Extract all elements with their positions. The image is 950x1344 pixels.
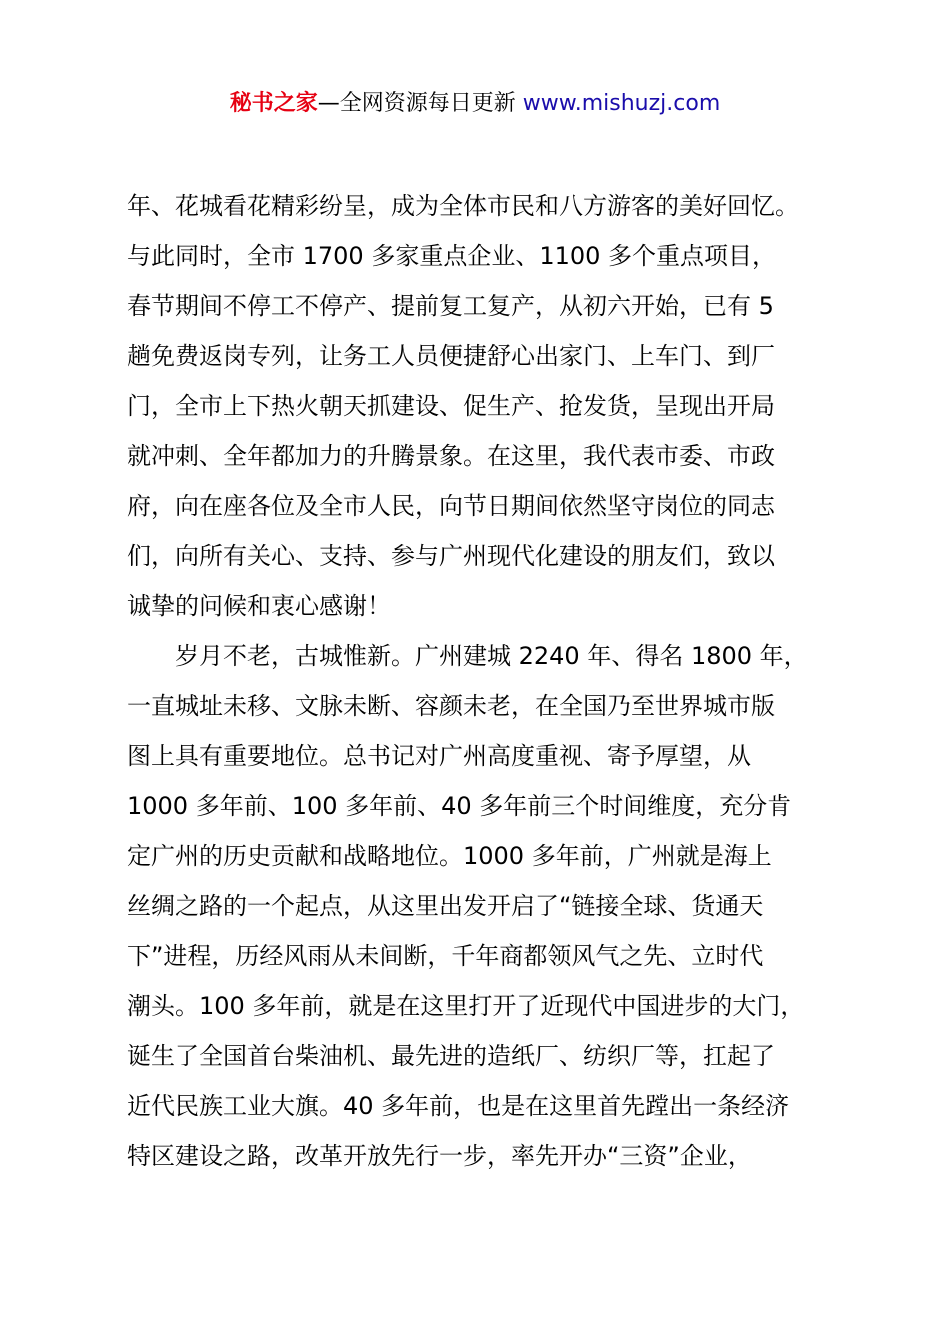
page-header — [0, 88, 950, 120]
text-line: 诚挚的问候和衷心感谢！ — [127, 592, 391, 620]
text-line: 丝绸之路的一个起点，从这里出发开启了“链接全球、货通天 — [127, 892, 764, 920]
text-line: 就冲刺、全年都加力的升腾景象。在这里，我代表市委、市政 — [127, 442, 775, 470]
site-url-link[interactable]: www.mishuzj.com — [522, 91, 721, 116]
text-line: 门，全市上下热火朝天抓建设、促生产、抢发货，呈现出开局 — [127, 392, 775, 420]
text-line: 与此同时，全市 1700 多家重点企业、1100 多个重点项目， — [127, 242, 777, 270]
text-line: 1000 多年前、100 多年前、40 多年前三个时间维度，充分肯 — [127, 792, 792, 820]
text-line: 们，向所有关心、支持、参与广州现代化建设的朋友们，致以 — [127, 542, 775, 570]
text-line: 定广州的历史贡献和战略地位。1000 多年前，广州就是海上 — [127, 842, 772, 870]
text-line: 一直城址未移、文脉未断、容颜未老，在全国乃至世界城市版 — [127, 692, 775, 720]
document-body — [127, 181, 847, 1181]
text-line: 特区建设之路，改革开放先行一步，率先开办“三资”企业， — [127, 1142, 752, 1170]
text-line: 年、花城看花精彩纷呈，成为全体市民和八方游客的美好回忆。 — [127, 192, 799, 220]
text-line: 春节期间不停工不停产、提前复工复产，从初六开始，已有 5 — [127, 292, 774, 320]
text-line: 图上具有重要地位。总书记对广州高度重视、寄予厚望，从 — [127, 742, 751, 770]
text-line: 潮头。100 多年前，就是在这里打开了近现代中国进步的大门， — [127, 992, 805, 1020]
site-brand: 秘书之家 — [229, 91, 318, 116]
text-line: 诞生了全国首台柴油机、最先进的造纸厂、纺织厂等，扛起了 — [127, 1042, 775, 1070]
site-tagline: —全网资源每日更新 — [317, 91, 523, 116]
text-line: 岁月不老，古城惟新。广州建城 2240 年、得名 1800 年， — [127, 642, 808, 670]
text-line: 下”进程，历经风雨从未间断，千年商都领风气之先、立时代 — [127, 942, 764, 970]
text-line: 趟免费返岗专列，让务工人员便捷舒心出家门、上车门、到厂 — [127, 342, 775, 370]
text-line: 近代民族工业大旗。40 多年前，也是在这里首先蹚出一条经济 — [127, 1092, 790, 1120]
text-line: 府，向在座各位及全市人民，向节日期间依然坚守岗位的同志 — [127, 492, 775, 520]
